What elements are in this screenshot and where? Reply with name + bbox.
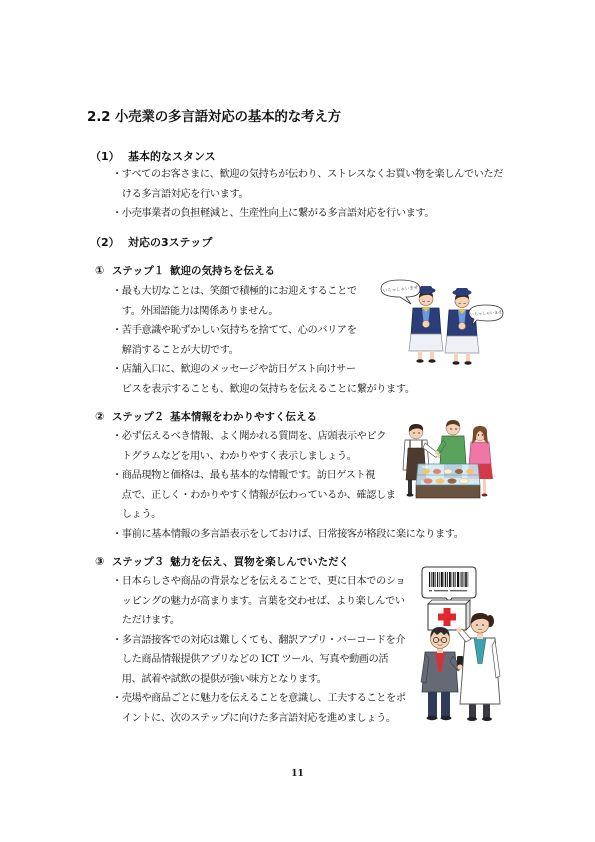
bullet-line: しょう。	[121, 509, 161, 520]
step-1-body	[112, 282, 415, 399]
pharmacy-consultation-illustration	[418, 564, 502, 724]
step-label: ステップ２	[112, 411, 165, 423]
bullet-line: した商品情報提供アプリなどの ICT ツール、写真や動画の活	[121, 654, 389, 665]
step-marker: ①	[95, 264, 105, 277]
bowing-staff-left	[409, 286, 443, 363]
step-marker: ②	[95, 410, 105, 423]
bullet-line: ける多言語対応を行います。	[121, 188, 249, 200]
bullet-line: ・小売事業者の負担軽減と、生産性向上に繋がる多言語対応を行います。	[112, 208, 435, 219]
bullet-line: ただけます。	[121, 615, 180, 626]
bullet-line: ・商品現物と価格は、最も基本的な情報です。訪日ゲスト視	[112, 470, 376, 481]
section-title: 2.2 小売業の多言語対応の基本的な考え方	[87, 109, 341, 125]
subsection-heading-text: 対応の3ステップ	[128, 236, 213, 249]
bullet-line: ・事前に基本情報の多言語表示をしておけば、日常接客が格段に楽になります。	[112, 528, 464, 540]
display-case	[416, 464, 480, 498]
bullet-line: ・必ず伝えるべき情報、よく聞かれる質問を、店頭表示やピク	[112, 431, 387, 442]
bullet-line: ・すべてのお客さまに、歓迎の気持ちが伝わり、ストレスなくお買い物を楽しんでいただ	[112, 169, 503, 180]
subsection-heading-basic-stance	[90, 147, 390, 167]
step-3-heading	[95, 552, 395, 572]
basic-stance-body	[112, 165, 503, 224]
step-3-body	[112, 572, 406, 728]
page-number: 11	[291, 769, 304, 779]
greeting-staff-illustration	[378, 278, 504, 366]
subsection-heading-text: 基本的なスタンス	[128, 150, 216, 163]
bullet-line: イントに、次のステップに向けた多言語対応を進めましょう。	[121, 712, 396, 724]
speech-bubble-left	[381, 280, 420, 304]
bullet-line: ・苦手意識や恥ずかしい気持ちを捨てて、心のバリアを	[112, 325, 357, 336]
bullet-line: ・日本らしさや商品の背景などを伝えることで、更に日本でのショ	[112, 576, 406, 587]
barcode-card	[422, 567, 476, 602]
bowing-staff-right	[445, 288, 479, 365]
greeting-text-left: いらっしゃいませ	[382, 285, 419, 294]
customer-with-phone	[421, 627, 463, 720]
step-marker: ③	[95, 555, 105, 568]
step-title: 歓迎の気持ちを伝える	[170, 265, 275, 277]
subsection-heading-three-steps	[90, 233, 390, 253]
step-1-heading	[95, 261, 395, 281]
medicine-box	[428, 600, 470, 630]
bullet-line: ッピングの魅力が高まります。言葉を交わせば、より楽しんでい	[121, 595, 405, 607]
bullet-line: 解消することが大切です。	[121, 344, 239, 356]
bullet-line: ビスを表示することも、歓迎の気持ちを伝えることに繋がります。	[121, 383, 415, 395]
step-label: ステップ３	[112, 556, 165, 568]
step-2-heading	[95, 407, 395, 427]
greeting-text-right: いらっしゃいませ	[469, 309, 503, 317]
subsection-number: （2）	[90, 236, 120, 249]
bullet-line: ・店舗入口に、歓迎のメッセージや訪日ゲスト向けサー	[112, 364, 356, 375]
speech-bubble-right	[469, 305, 503, 325]
bullet-line: す。外国語能力は関係ありません。	[121, 305, 279, 317]
bullet-line: ・売場や商品ごとに魅力を伝えることを意識し、工夫することをポ	[112, 693, 406, 704]
bullet-line: ・最も大切なことは、笑顔で積極的にお迎えすることで	[112, 286, 357, 297]
step-label: ステップ１	[112, 265, 165, 277]
bullet-line: ・多言語接客での対応は難しくても、翻訳アプリ・バーコードを介	[112, 634, 406, 646]
shop-counter-illustration	[398, 418, 496, 502]
step-title: 魅力を伝え、買物を楽しんでいただく	[170, 556, 350, 568]
bullet-line: 点で、正しく・わかりやすく情報が伝わっているか、確認しま	[121, 489, 396, 501]
subsection-number: （1）	[90, 150, 120, 163]
step-title: 基本情報をわかりやすく伝える	[170, 411, 317, 423]
bullet-line: トグラムなどを用い、わかりやすく表示しましょう。	[121, 450, 357, 462]
bullet-line: 用、試着や試飲の提供が強い味方となります。	[121, 673, 327, 685]
